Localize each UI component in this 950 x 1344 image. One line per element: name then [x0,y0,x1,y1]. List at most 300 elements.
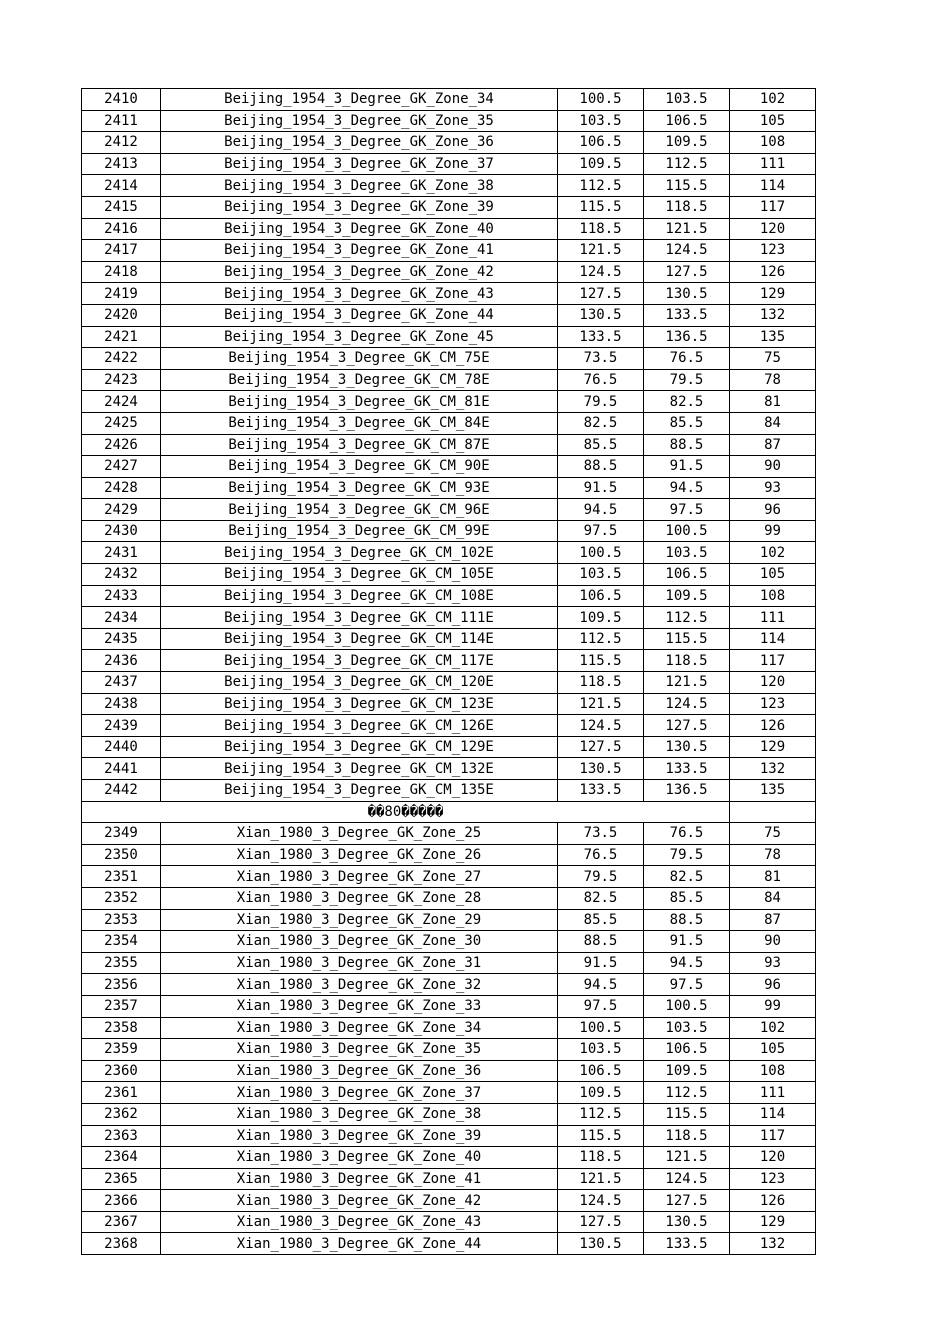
name-cell[interactable]: Beijing_1954_3_Degree_GK_CM_75E [161,348,558,370]
name-cell[interactable]: Beijing_1954_3_Degree_GK_CM_123E [161,693,558,715]
wkid-cell[interactable]: 2360 [82,1060,161,1082]
west-lon-cell[interactable]: 112.5 [558,628,644,650]
table-row [82,672,816,694]
central-meridian-cell[interactable]: 126 [730,715,816,737]
west-lon-cell[interactable]: 106.5 [558,132,644,154]
east-lon-cell[interactable]: 85.5 [644,412,730,434]
name-cell[interactable]: Xian_1980_3_Degree_GK_Zone_35 [161,1039,558,1061]
central-meridian-cell[interactable]: 132 [730,304,816,326]
east-lon-cell[interactable]: 91.5 [644,931,730,953]
west-lon-cell[interactable]: 130.5 [558,304,644,326]
name-cell[interactable]: Beijing_1954_3_Degree_GK_CM_129E [161,736,558,758]
west-lon-cell[interactable]: 112.5 [558,175,644,197]
table-row [82,931,816,953]
wkid-cell[interactable]: 2432 [82,564,161,586]
east-lon-cell[interactable]: 112.5 [644,1082,730,1104]
central-meridian-cell[interactable]: 75 [730,823,816,845]
name-cell[interactable]: Xian_1980_3_Degree_GK_Zone_39 [161,1125,558,1147]
table-row [82,909,816,931]
name-cell[interactable]: Xian_1980_3_Degree_GK_Zone_36 [161,1060,558,1082]
table-row [82,607,816,629]
east-lon-cell[interactable]: 124.5 [644,1168,730,1190]
wkid-cell[interactable]: 2421 [82,326,161,348]
east-lon-cell[interactable]: 118.5 [644,196,730,218]
name-cell[interactable]: Beijing_1954_3_Degree_GK_Zone_43 [161,283,558,305]
east-lon-cell[interactable]: 82.5 [644,391,730,413]
name-cell[interactable]: Beijing_1954_3_Degree_GK_CM_108E [161,585,558,607]
west-lon-cell[interactable]: 112.5 [558,1103,644,1125]
wkid-cell[interactable]: 2412 [82,132,161,154]
name-cell[interactable]: Beijing_1954_3_Degree_GK_Zone_39 [161,196,558,218]
west-lon-cell[interactable]: 94.5 [558,499,644,521]
west-lon-cell[interactable]: 106.5 [558,1060,644,1082]
name-cell[interactable]: Beijing_1954_3_Degree_GK_CM_99E [161,520,558,542]
table-row [82,1103,816,1125]
table-row [82,1125,816,1147]
wkid-cell[interactable]: 2365 [82,1168,161,1190]
west-lon-cell[interactable]: 118.5 [558,1147,644,1169]
wkid-cell[interactable]: 2438 [82,693,161,715]
central-meridian-cell[interactable]: 129 [730,736,816,758]
central-meridian-cell[interactable]: 114 [730,628,816,650]
name-cell[interactable]: Beijing_1954_3_Degree_GK_CM_111E [161,607,558,629]
east-lon-cell[interactable]: 136.5 [644,326,730,348]
east-lon-cell[interactable]: 127.5 [644,715,730,737]
table-row [82,391,816,413]
wkid-cell[interactable]: 2419 [82,283,161,305]
name-cell[interactable]: Beijing_1954_3_Degree_GK_CM_102E [161,542,558,564]
central-meridian-cell[interactable]: 99 [730,520,816,542]
central-meridian-cell[interactable]: 129 [730,1211,816,1233]
east-lon-cell[interactable]: 88.5 [644,434,730,456]
wkid-cell[interactable]: 2354 [82,931,161,953]
table-row [82,780,816,802]
name-cell[interactable]: Beijing_1954_3_Degree_GK_Zone_40 [161,218,558,240]
name-cell[interactable]: Xian_1980_3_Degree_GK_Zone_33 [161,995,558,1017]
west-lon-cell[interactable]: 121.5 [558,693,644,715]
east-lon-cell[interactable]: 79.5 [644,844,730,866]
name-cell[interactable]: Beijing_1954_3_Degree_GK_Zone_42 [161,261,558,283]
name-cell[interactable]: Xian_1980_3_Degree_GK_Zone_34 [161,1017,558,1039]
name-cell[interactable]: Xian_1980_3_Degree_GK_Zone_31 [161,952,558,974]
wkid-cell[interactable]: 2350 [82,844,161,866]
name-cell[interactable]: Beijing_1954_3_Degree_GK_CM_126E [161,715,558,737]
west-lon-cell[interactable]: 103.5 [558,110,644,132]
name-cell[interactable]: Xian_1980_3_Degree_GK_Zone_28 [161,887,558,909]
central-meridian-cell[interactable]: 114 [730,175,816,197]
east-lon-cell[interactable]: 121.5 [644,1147,730,1169]
east-lon-cell[interactable]: 103.5 [644,89,730,111]
east-lon-cell[interactable]: 121.5 [644,672,730,694]
west-lon-cell[interactable]: 79.5 [558,391,644,413]
central-meridian-cell[interactable]: 123 [730,240,816,262]
east-lon-cell[interactable]: 106.5 [644,564,730,586]
name-cell[interactable]: Xian_1980_3_Degree_GK_Zone_40 [161,1147,558,1169]
name-cell[interactable]: Beijing_1954_3_Degree_GK_CM_81E [161,391,558,413]
wkid-cell[interactable]: 2440 [82,736,161,758]
wkid-cell[interactable]: 2368 [82,1233,161,1255]
table-row [82,887,816,909]
east-lon-cell[interactable]: 109.5 [644,132,730,154]
name-cell[interactable]: Beijing_1954_3_Degree_GK_Zone_38 [161,175,558,197]
west-lon-cell[interactable]: 121.5 [558,1168,644,1190]
name-cell[interactable]: Beijing_1954_3_Degree_GK_Zone_37 [161,153,558,175]
wkid-cell[interactable]: 2367 [82,1211,161,1233]
central-meridian-cell[interactable]: 114 [730,1103,816,1125]
central-meridian-cell[interactable]: 126 [730,261,816,283]
east-lon-cell[interactable]: 112.5 [644,153,730,175]
name-cell[interactable]: Xian_1980_3_Degree_GK_Zone_41 [161,1168,558,1190]
name-cell[interactable]: Xian_1980_3_Degree_GK_Zone_26 [161,844,558,866]
table-row [82,348,816,370]
west-lon-cell[interactable]: 103.5 [558,564,644,586]
table-row [82,240,816,262]
central-meridian-cell[interactable]: 102 [730,1017,816,1039]
wkid-cell[interactable]: 2351 [82,866,161,888]
east-lon-cell[interactable]: 130.5 [644,1211,730,1233]
table-row [82,218,816,240]
west-lon-cell[interactable]: 76.5 [558,844,644,866]
central-meridian-cell[interactable]: 111 [730,607,816,629]
table-row [82,196,816,218]
name-cell[interactable]: Beijing_1954_3_Degree_GK_CM_135E [161,780,558,802]
name-cell[interactable]: Beijing_1954_3_Degree_GK_CM_132E [161,758,558,780]
table-row [82,995,816,1017]
west-lon-cell[interactable]: 100.5 [558,542,644,564]
wkid-cell[interactable]: 2359 [82,1039,161,1061]
table-row [82,693,816,715]
east-lon-cell[interactable]: 106.5 [644,1039,730,1061]
wkid-cell[interactable]: 2418 [82,261,161,283]
central-meridian-cell[interactable]: 108 [730,585,816,607]
east-lon-cell[interactable]: 100.5 [644,995,730,1017]
west-lon-cell[interactable]: 73.5 [558,348,644,370]
name-cell[interactable]: Beijing_1954_3_Degree_GK_Zone_36 [161,132,558,154]
wkid-cell[interactable]: 2357 [82,995,161,1017]
wkid-cell[interactable]: 2441 [82,758,161,780]
wkid-cell[interactable]: 2366 [82,1190,161,1212]
central-meridian-cell[interactable]: 135 [730,780,816,802]
west-lon-cell[interactable]: 118.5 [558,672,644,694]
name-cell[interactable]: Beijing_1954_3_Degree_GK_Zone_45 [161,326,558,348]
east-lon-cell[interactable]: 109.5 [644,585,730,607]
wkid-cell[interactable]: 2362 [82,1103,161,1125]
name-cell[interactable]: Beijing_1954_3_Degree_GK_CM_105E [161,564,558,586]
central-meridian-cell[interactable]: 78 [730,369,816,391]
west-lon-cell[interactable]: 133.5 [558,326,644,348]
west-lon-cell[interactable]: 118.5 [558,218,644,240]
west-lon-cell[interactable]: 76.5 [558,369,644,391]
wkid-cell[interactable]: 2352 [82,887,161,909]
wkid-cell[interactable]: 2430 [82,520,161,542]
table-row [82,542,816,564]
west-lon-cell[interactable]: 97.5 [558,995,644,1017]
central-meridian-cell[interactable]: 105 [730,1039,816,1061]
wkid-cell[interactable]: 2363 [82,1125,161,1147]
wkid-cell[interactable]: 2433 [82,585,161,607]
name-cell[interactable]: Xian_1980_3_Degree_GK_Zone_30 [161,931,558,953]
central-meridian-cell[interactable]: 87 [730,909,816,931]
west-lon-cell[interactable]: 100.5 [558,1017,644,1039]
central-meridian-cell[interactable]: 120 [730,218,816,240]
west-lon-cell[interactable]: 115.5 [558,196,644,218]
central-meridian-cell[interactable]: 123 [730,693,816,715]
wkid-cell[interactable]: 2420 [82,304,161,326]
table-row [82,1147,816,1169]
wkid-cell[interactable]: 2434 [82,607,161,629]
west-lon-cell[interactable]: 97.5 [558,520,644,542]
wkid-cell[interactable]: 2423 [82,369,161,391]
west-lon-cell[interactable]: 124.5 [558,715,644,737]
west-lon-cell[interactable]: 73.5 [558,823,644,845]
name-cell[interactable]: Beijing_1954_3_Degree_GK_CM_90E [161,456,558,478]
central-meridian-cell[interactable]: 90 [730,931,816,953]
central-meridian-cell[interactable]: 84 [730,412,816,434]
central-meridian-cell[interactable]: 129 [730,283,816,305]
wkid-cell[interactable]: 2431 [82,542,161,564]
west-lon-cell[interactable]: 124.5 [558,261,644,283]
central-meridian-cell[interactable]: 93 [730,952,816,974]
west-lon-cell[interactable]: 130.5 [558,758,644,780]
name-cell[interactable]: Xian_1980_3_Degree_GK_Zone_42 [161,1190,558,1212]
central-meridian-cell[interactable]: 117 [730,650,816,672]
west-lon-cell[interactable]: 94.5 [558,974,644,996]
central-meridian-cell[interactable]: 78 [730,844,816,866]
west-lon-cell[interactable]: 109.5 [558,1082,644,1104]
name-cell[interactable]: Xian_1980_3_Degree_GK_Zone_43 [161,1211,558,1233]
wkid-cell[interactable]: 2427 [82,456,161,478]
west-lon-cell[interactable]: 133.5 [558,780,644,802]
name-cell[interactable]: Beijing_1954_3_Degree_GK_Zone_34 [161,89,558,111]
wkid-cell[interactable]: 2435 [82,628,161,650]
wkid-cell[interactable]: 2349 [82,823,161,845]
central-meridian-cell[interactable]: 120 [730,1147,816,1169]
east-lon-cell[interactable]: 79.5 [644,369,730,391]
west-lon-cell[interactable]: 91.5 [558,952,644,974]
west-lon-cell[interactable]: 85.5 [558,434,644,456]
east-lon-cell[interactable]: 133.5 [644,758,730,780]
east-lon-cell[interactable]: 109.5 [644,1060,730,1082]
wkid-cell[interactable]: 2437 [82,672,161,694]
west-lon-cell[interactable]: 103.5 [558,1039,644,1061]
central-meridian-cell[interactable]: 132 [730,1233,816,1255]
west-lon-cell[interactable]: 130.5 [558,1233,644,1255]
wkid-cell[interactable]: 2436 [82,650,161,672]
central-meridian-cell[interactable]: 99 [730,995,816,1017]
central-meridian-cell[interactable]: 84 [730,887,816,909]
central-meridian-cell[interactable]: 87 [730,434,816,456]
wkid-cell[interactable]: 2414 [82,175,161,197]
central-meridian-cell[interactable]: 90 [730,456,816,478]
central-meridian-cell[interactable]: 105 [730,110,816,132]
name-cell[interactable]: Xian_1980_3_Degree_GK_Zone_29 [161,909,558,931]
central-meridian-cell[interactable]: 135 [730,326,816,348]
west-lon-cell[interactable]: 85.5 [558,909,644,931]
east-lon-cell[interactable]: 100.5 [644,520,730,542]
central-meridian-cell[interactable]: 96 [730,499,816,521]
east-lon-cell[interactable]: 94.5 [644,952,730,974]
wkid-cell[interactable]: 2429 [82,499,161,521]
name-cell[interactable]: Xian_1980_3_Degree_GK_Zone_32 [161,974,558,996]
central-meridian-cell[interactable]: 102 [730,89,816,111]
central-meridian-cell[interactable]: 96 [730,974,816,996]
central-meridian-cell[interactable]: 132 [730,758,816,780]
west-lon-cell[interactable]: 127.5 [558,283,644,305]
table-row [82,434,816,456]
east-lon-cell[interactable]: 127.5 [644,261,730,283]
wkid-cell[interactable]: 2442 [82,780,161,802]
east-lon-cell[interactable]: 91.5 [644,456,730,478]
west-lon-cell[interactable]: 109.5 [558,153,644,175]
wkid-cell[interactable]: 2417 [82,240,161,262]
west-lon-cell[interactable]: 115.5 [558,1125,644,1147]
east-lon-cell[interactable]: 124.5 [644,693,730,715]
west-lon-cell[interactable]: 109.5 [558,607,644,629]
name-cell[interactable]: Xian_1980_3_Degree_GK_Zone_37 [161,1082,558,1104]
west-lon-cell[interactable]: 88.5 [558,931,644,953]
central-meridian-cell[interactable]: 120 [730,672,816,694]
central-meridian-cell[interactable]: 111 [730,1082,816,1104]
wkid-cell[interactable]: 2410 [82,89,161,111]
table-row [82,866,816,888]
central-meridian-cell[interactable]: 102 [730,542,816,564]
central-meridian-cell[interactable]: 117 [730,196,816,218]
east-lon-cell[interactable]: 118.5 [644,650,730,672]
wkid-cell[interactable]: 2415 [82,196,161,218]
wkid-cell[interactable]: 2428 [82,477,161,499]
east-lon-cell[interactable]: 124.5 [644,240,730,262]
wkid-cell[interactable]: 2353 [82,909,161,931]
east-lon-cell[interactable]: 115.5 [644,175,730,197]
central-meridian-cell[interactable]: 93 [730,477,816,499]
central-meridian-cell[interactable]: 81 [730,391,816,413]
name-cell[interactable]: Beijing_1954_3_Degree_GK_Zone_41 [161,240,558,262]
east-lon-cell[interactable]: 130.5 [644,283,730,305]
name-cell[interactable]: Beijing_1954_3_Degree_GK_CM_120E [161,672,558,694]
east-lon-cell[interactable]: 133.5 [644,304,730,326]
west-lon-cell[interactable]: 100.5 [558,89,644,111]
wkid-cell[interactable]: 2361 [82,1082,161,1104]
central-meridian-cell[interactable]: 111 [730,153,816,175]
table-row [82,844,816,866]
east-lon-cell[interactable]: 76.5 [644,823,730,845]
wkid-cell[interactable]: 2358 [82,1017,161,1039]
table-row [82,412,816,434]
name-cell[interactable]: Xian_1980_3_Degree_GK_Zone_38 [161,1103,558,1125]
east-lon-cell[interactable]: 106.5 [644,110,730,132]
east-lon-cell[interactable]: 97.5 [644,974,730,996]
east-lon-cell[interactable]: 103.5 [644,1017,730,1039]
name-cell[interactable]: Beijing_1954_3_Degree_GK_CM_84E [161,412,558,434]
central-meridian-cell[interactable]: 75 [730,348,816,370]
empty-cell[interactable] [730,801,816,823]
east-lon-cell[interactable]: 76.5 [644,348,730,370]
east-lon-cell[interactable]: 115.5 [644,628,730,650]
wkid-cell[interactable]: 2364 [82,1147,161,1169]
table-row [82,1190,816,1212]
east-lon-cell[interactable]: 112.5 [644,607,730,629]
east-lon-cell[interactable]: 94.5 [644,477,730,499]
table-row [82,650,816,672]
central-meridian-cell[interactable]: 123 [730,1168,816,1190]
west-lon-cell[interactable]: 124.5 [558,1190,644,1212]
wkid-cell[interactable]: 2426 [82,434,161,456]
name-cell[interactable]: Beijing_1954_3_Degree_GK_CM_114E [161,628,558,650]
wkid-cell[interactable]: 2439 [82,715,161,737]
wkid-cell[interactable]: 2413 [82,153,161,175]
wkid-cell[interactable]: 2425 [82,412,161,434]
table-row [82,823,816,845]
central-meridian-cell[interactable]: 105 [730,564,816,586]
west-lon-cell[interactable]: 115.5 [558,650,644,672]
east-lon-cell[interactable]: 130.5 [644,736,730,758]
wkid-cell[interactable]: 2356 [82,974,161,996]
table-row [82,456,816,478]
wkid-cell[interactable]: 2416 [82,218,161,240]
central-meridian-cell[interactable]: 108 [730,132,816,154]
east-lon-cell[interactable]: 115.5 [644,1103,730,1125]
west-lon-cell[interactable]: 88.5 [558,456,644,478]
table-row [82,89,816,111]
east-lon-cell[interactable]: 88.5 [644,909,730,931]
table-row [82,304,816,326]
east-lon-cell[interactable]: 127.5 [644,1190,730,1212]
central-meridian-cell[interactable]: 108 [730,1060,816,1082]
name-cell[interactable]: Xian_1980_3_Degree_GK_Zone_25 [161,823,558,845]
east-lon-cell[interactable]: 97.5 [644,499,730,521]
central-meridian-cell[interactable]: 126 [730,1190,816,1212]
west-lon-cell[interactable]: 127.5 [558,1211,644,1233]
name-cell[interactable]: Beijing_1954_3_Degree_GK_CM_87E [161,434,558,456]
wkid-cell[interactable]: 2355 [82,952,161,974]
east-lon-cell[interactable]: 121.5 [644,218,730,240]
west-lon-cell[interactable]: 106.5 [558,585,644,607]
table-row [82,1168,816,1190]
name-cell[interactable]: Beijing_1954_3_Degree_GK_Zone_35 [161,110,558,132]
east-lon-cell[interactable]: 85.5 [644,887,730,909]
west-lon-cell[interactable]: 79.5 [558,866,644,888]
east-lon-cell[interactable]: 103.5 [644,542,730,564]
section-header[interactable]: ��80����� [82,801,730,823]
east-lon-cell[interactable]: 82.5 [644,866,730,888]
west-lon-cell[interactable]: 91.5 [558,477,644,499]
east-lon-cell[interactable]: 133.5 [644,1233,730,1255]
central-meridian-cell[interactable]: 81 [730,866,816,888]
name-cell[interactable]: Beijing_1954_3_Degree_GK_CM_117E [161,650,558,672]
west-lon-cell[interactable]: 121.5 [558,240,644,262]
west-lon-cell[interactable]: 82.5 [558,887,644,909]
central-meridian-cell[interactable]: 117 [730,1125,816,1147]
table-row [82,369,816,391]
table-row [82,628,816,650]
wkid-cell[interactable]: 2424 [82,391,161,413]
west-lon-cell[interactable]: 127.5 [558,736,644,758]
table-row [82,261,816,283]
wkid-cell[interactable]: 2411 [82,110,161,132]
table-row [82,1060,816,1082]
east-lon-cell[interactable]: 136.5 [644,780,730,802]
west-lon-cell[interactable]: 82.5 [558,412,644,434]
name-cell[interactable]: Beijing_1954_3_Degree_GK_CM_93E [161,477,558,499]
table-row [82,758,816,780]
name-cell[interactable]: Beijing_1954_3_Degree_GK_Zone_44 [161,304,558,326]
wkid-cell[interactable]: 2422 [82,348,161,370]
east-lon-cell[interactable]: 118.5 [644,1125,730,1147]
name-cell[interactable]: Xian_1980_3_Degree_GK_Zone_27 [161,866,558,888]
name-cell[interactable]: Xian_1980_3_Degree_GK_Zone_44 [161,1233,558,1255]
name-cell[interactable]: Beijing_1954_3_Degree_GK_CM_78E [161,369,558,391]
name-cell[interactable]: Beijing_1954_3_Degree_GK_CM_96E [161,499,558,521]
